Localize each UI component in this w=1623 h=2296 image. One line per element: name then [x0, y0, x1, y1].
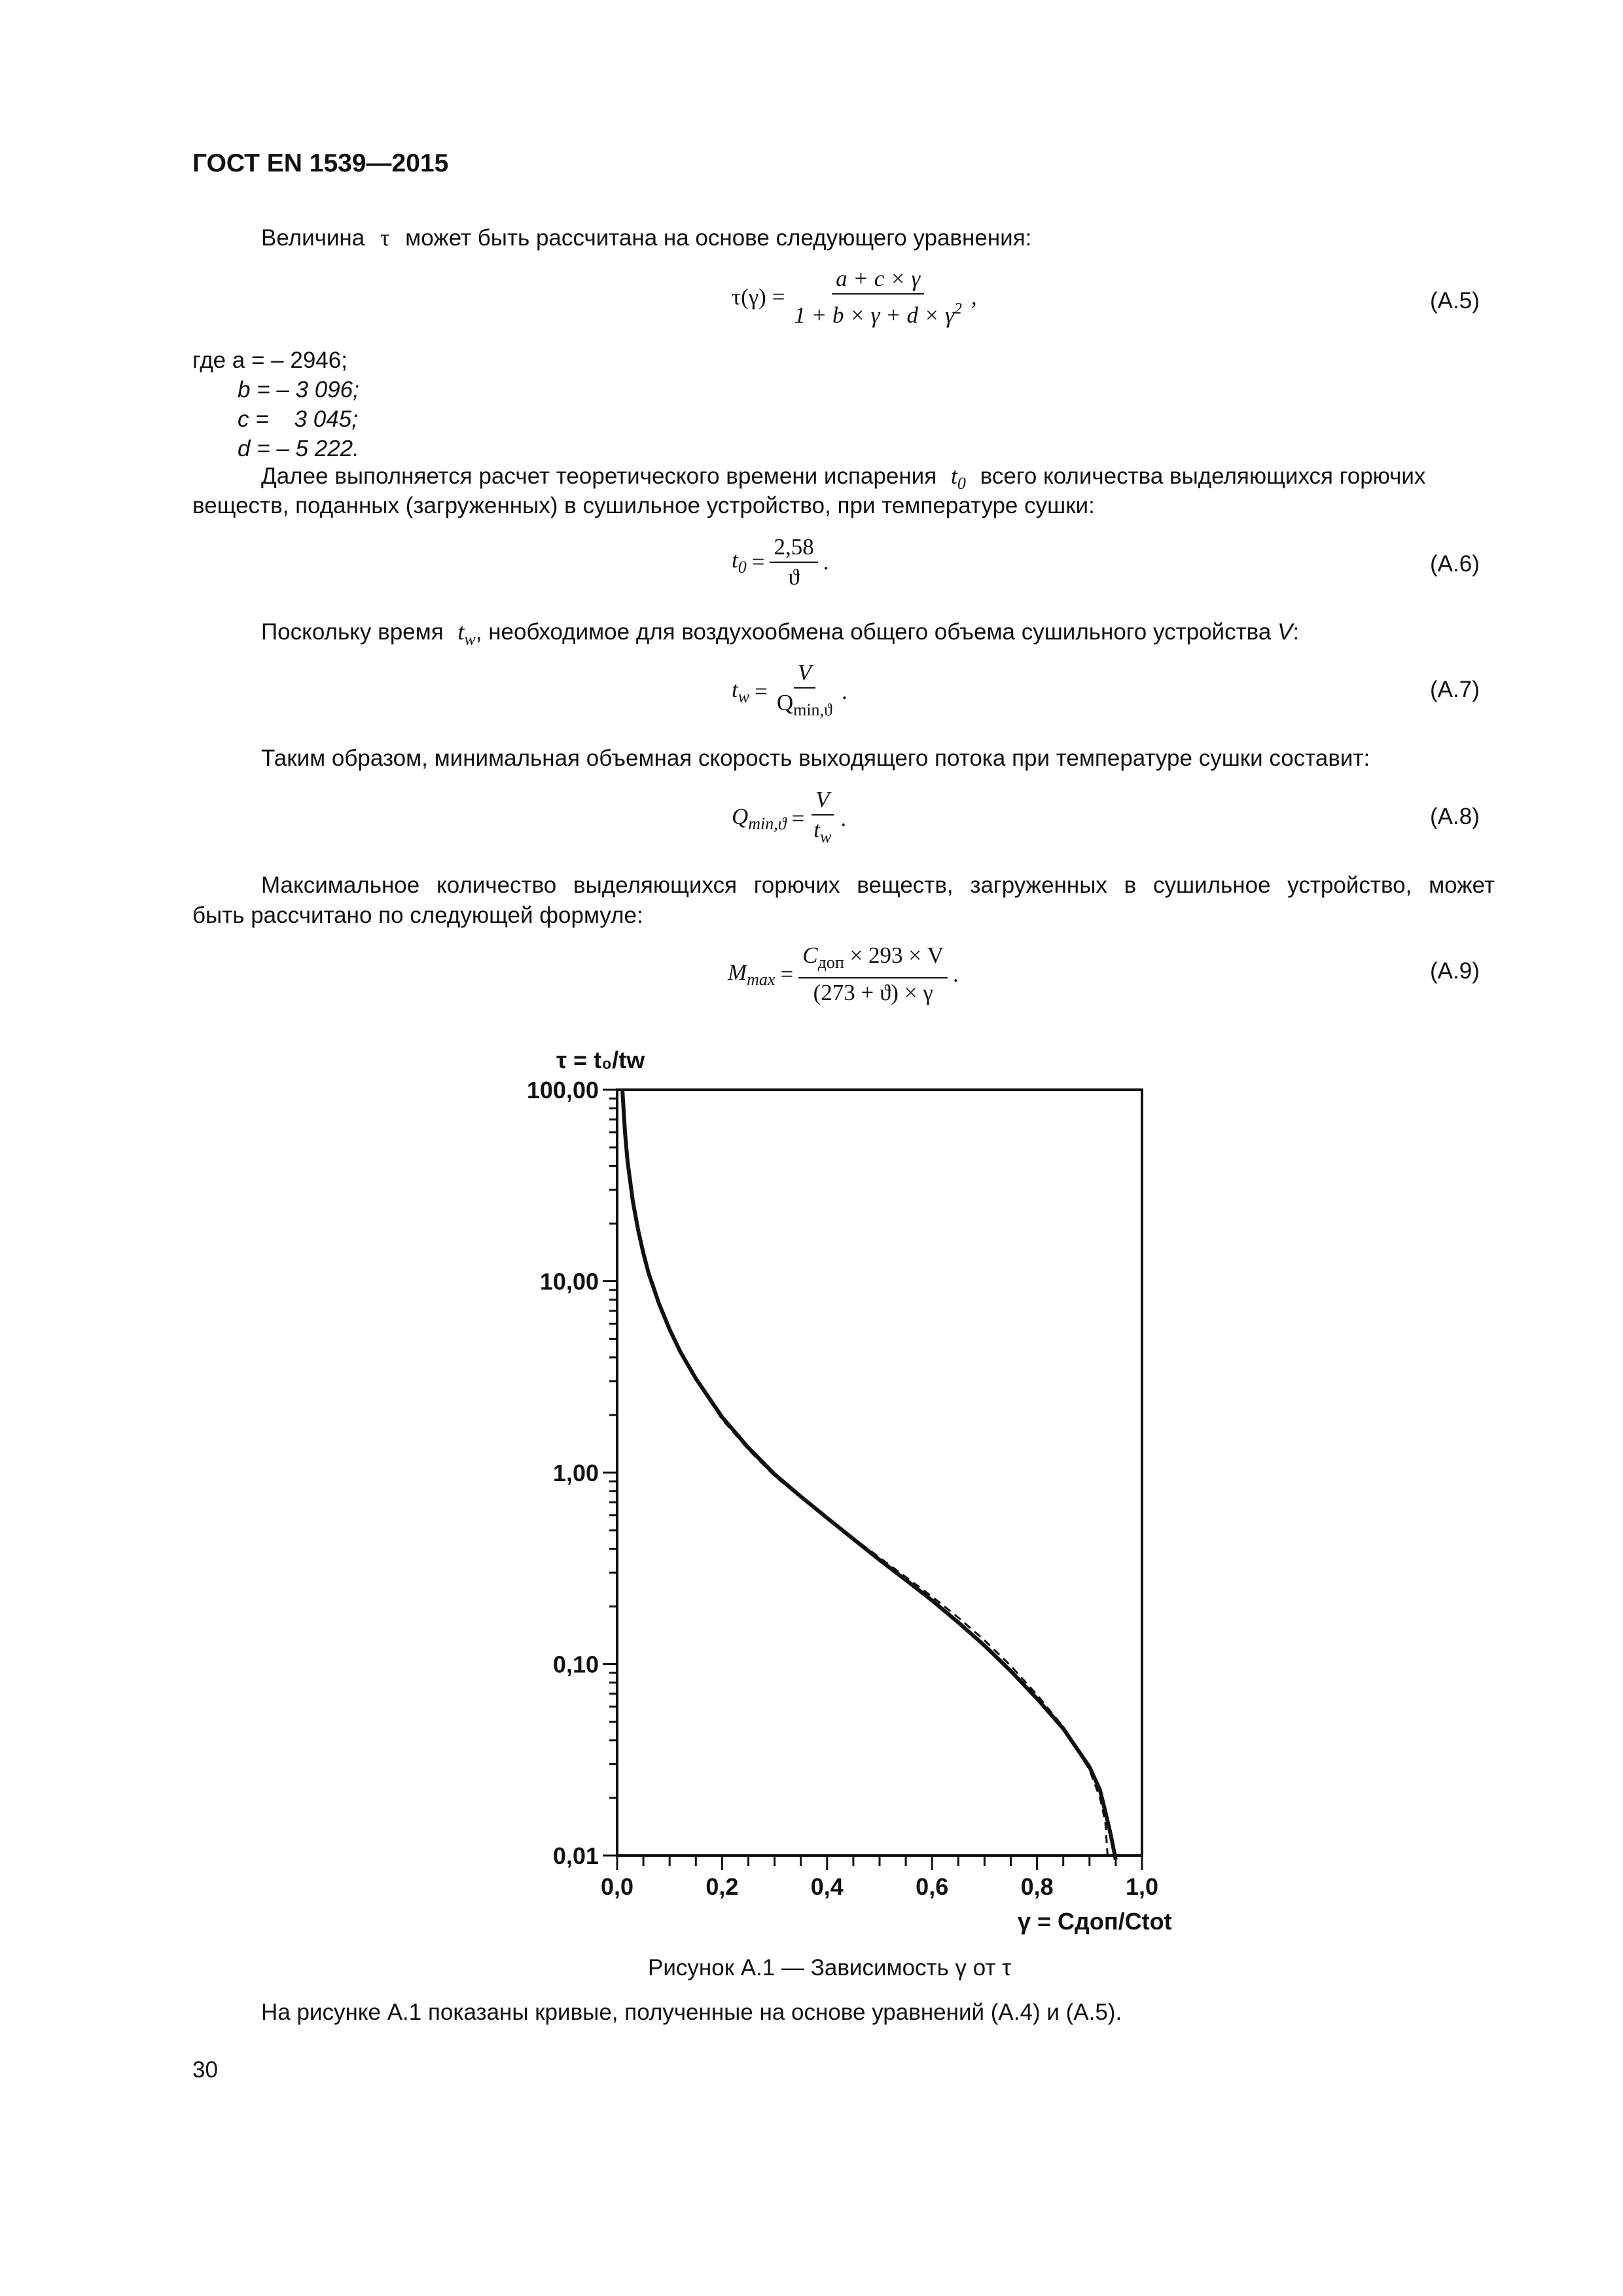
- para-tw-symbol-t: t: [457, 619, 465, 645]
- para-q: Таким образом, минимальная объемная скорость выходящего потока при температуре сушки составит:: [261, 745, 1370, 771]
- eq-a8-numerator: V: [812, 787, 833, 816]
- series-line-solid: [622, 1090, 1116, 1860]
- para-t0-before: Далее выполняется расчет теоретического времени испарения: [261, 463, 937, 489]
- eq-a9-lhs-sub: max: [747, 969, 776, 989]
- para-tw-before: Поскольку время: [261, 619, 444, 645]
- x-tick-label: 0,0: [600, 1873, 634, 1900]
- series-line-dashed: [622, 1090, 1108, 1860]
- eq-a6-lhs-sub: 0: [738, 558, 747, 577]
- eq-a7-lhs-sub: w: [738, 687, 750, 706]
- closing-paragraph: На рисунке A.1 показаны кривые, полученные на основе уравнений (A.4) и (A.5).: [261, 2000, 1122, 2025]
- para-t0-symbol-sub: 0: [957, 474, 966, 493]
- eq-a6-tail: .: [823, 549, 829, 575]
- para-tw-end: :: [1293, 619, 1300, 645]
- eq-a8-lhs-sub: min,ϑ: [748, 814, 787, 833]
- eq-a8-tail: .: [840, 805, 847, 831]
- x-tick-label: 0,2: [705, 1873, 739, 1900]
- eq-a7-lhs-t: t: [732, 676, 738, 702]
- eq-a7-tail: .: [841, 678, 847, 704]
- eq-a6-number: (A.6): [1430, 551, 1480, 577]
- x-axis-title: γ = Cдоп/Ctot: [1018, 1908, 1172, 1935]
- eq-a9-denominator: (273 + ϑ) × γ: [813, 980, 933, 1005]
- eq-a7-den-q: Q: [776, 690, 794, 715]
- para-tw-symbol-sub: w: [464, 630, 476, 649]
- eq-a5-numerator: a + c × γ: [832, 266, 924, 295]
- where-b: b = – 3 096;: [238, 377, 359, 403]
- para-tw-v: V: [1277, 619, 1293, 645]
- y-tick-label: 0,01: [552, 1842, 599, 1869]
- document-header: ГОСТ EN 1539—2015: [192, 149, 449, 177]
- y-tick-label: 0,10: [552, 1651, 599, 1678]
- eq-a7-number: (A.7): [1430, 677, 1480, 702]
- page-number: 30: [192, 2057, 218, 2083]
- eq-a9-num-rest: × 293 × V: [849, 942, 944, 968]
- eq-a6-numerator: 2,58: [770, 534, 817, 563]
- eq-a6-lhs-t: t: [732, 547, 738, 573]
- eq-a5-denominator-base: 1 + b × γ + d × γ: [794, 302, 954, 328]
- where-c: c = 3 045;: [238, 406, 358, 432]
- eq-a5-number: (A.5): [1430, 288, 1480, 314]
- para-m-line1: Максимальное количество выделяющихся горючих веществ, загруженных в сушильное устройство, может: [261, 872, 1495, 898]
- eq-a6-denominator: ϑ: [788, 564, 800, 590]
- plot-frame: [617, 1090, 1142, 1856]
- y-axis-title: τ = t₀/tw: [556, 1047, 645, 1073]
- figure-caption: Рисунок A.1 — Зависимость γ от τ: [648, 1955, 1012, 1981]
- eq-a8-number: (A.8): [1430, 804, 1480, 829]
- eq-a8-den-sub: w: [820, 827, 832, 846]
- y-tick-label: 1,00: [552, 1460, 599, 1486]
- where-d: d = – 5 222.: [238, 436, 359, 461]
- eq-a7-den-sub: min,ϑ: [793, 700, 832, 719]
- eq-a9-tail: .: [953, 961, 959, 987]
- eq-a7-numerator: V: [794, 660, 815, 689]
- eq-a8-eq: =: [791, 805, 805, 831]
- where-a: где a = – 2946;: [192, 348, 348, 373]
- intro-tau-symbol: τ: [380, 224, 390, 251]
- eq-a9-lhs-m: M: [728, 959, 747, 985]
- y-tick-label: 10,00: [539, 1268, 599, 1295]
- eq-a9-num-c: C: [802, 942, 818, 968]
- eq-a8-lhs-q: Q: [732, 803, 749, 829]
- para-t0-after: всего количества выделяющихся горючих: [980, 463, 1426, 489]
- eq-a5-tail: ,: [971, 284, 977, 310]
- eq-a7-eq: =: [755, 678, 768, 704]
- x-tick-label: 0,4: [810, 1873, 844, 1900]
- eq-a9-number: (A.9): [1430, 958, 1480, 984]
- eq-a8-den-t: t: [813, 817, 821, 842]
- eq-a5-denominator-exp: 2: [954, 300, 962, 317]
- eq-a5-lhs: τ(γ) =: [732, 284, 785, 310]
- para-tw-after: , необходимое для воздухообмена общего объема сушильного устройства: [475, 619, 1272, 645]
- x-tick-label: 0,8: [1020, 1873, 1054, 1900]
- x-tick-label: 1,0: [1125, 1873, 1159, 1900]
- x-tick-label: 0,6: [916, 1873, 949, 1900]
- eq-a9-num-c-sub: доп: [817, 953, 844, 972]
- para-t0-line2: веществ, поданных (загруженных) в сушильное устройство, при температуре сушки:: [192, 493, 1095, 518]
- y-tick-label: 100,00: [526, 1077, 599, 1103]
- para-m-line2: быть рассчитано по следующей формуле:: [192, 903, 643, 928]
- intro-tau-after: может быть рассчитана на основе следующего уравнения:: [405, 225, 1032, 251]
- para-t0-symbol-t: t: [950, 463, 957, 489]
- intro-tau-before: Величина: [261, 225, 365, 251]
- eq-a6-eq: =: [751, 549, 765, 575]
- eq-a9-eq: =: [780, 961, 794, 987]
